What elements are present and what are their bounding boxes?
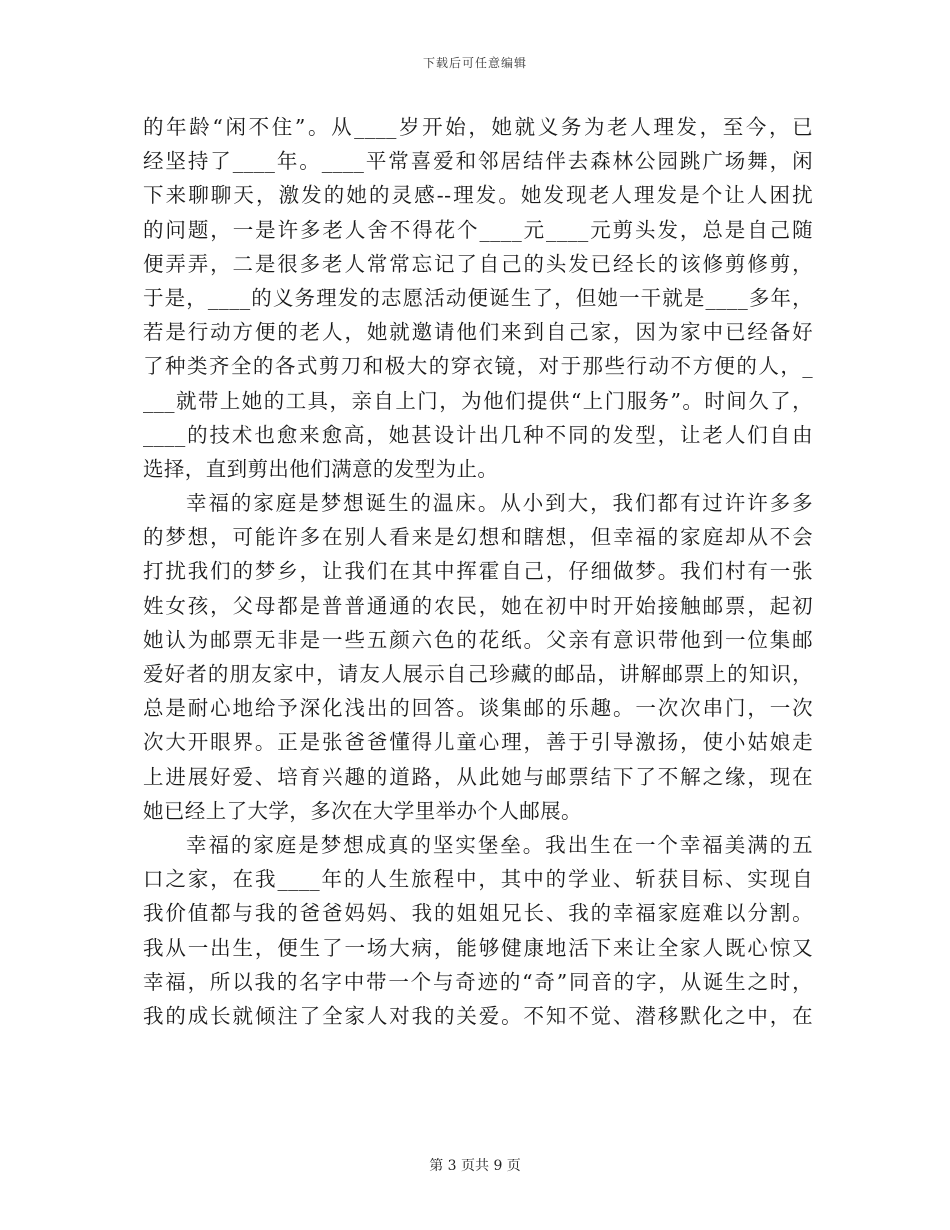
text-line: 我的成长就倾注了全家人对我的关爱。不知不觉、潜移默化之中，在 (143, 1003, 813, 1028)
text-line: 幸福的家庭是梦想成真的坚实堡垒。我出生在一个幸福美满的五 (186, 832, 813, 857)
text-line: 便弄弄，二是很多老人常常忘记了自己的头发已经长的该修剪修剪， (143, 251, 813, 276)
text-line: 我从一出生，便生了一场大病，能够健康地活下来让全家人既心惊又 (143, 935, 813, 960)
text-line: 下来聊聊天，激发的她的灵感--理发。她发现老人理发是个让人困扰 (143, 183, 813, 208)
text-line: 幸福的家庭是梦想诞生的温床。从小到大，我们都有过许许多多 (186, 491, 813, 516)
paragraph-2 (143, 486, 813, 828)
text-line: 经坚持了____年。____平常喜爱和邻居结伴去森林公园跳广场舞，闲 (143, 149, 813, 174)
paragraph-3 (143, 828, 813, 1033)
text-line: 了种类齐全的各式剪刀和极大的穿衣镜，对于那些行动不方便的人，_ (143, 354, 813, 379)
text-line: 总是耐心地给予深化浅出的回答。谈集邮的乐趣。一次次串门，一次 (143, 696, 813, 721)
page-number-footer: 第 3 页共 9 页 (429, 1158, 521, 1174)
text-line: 选择，直到剪出他们满意的发型为止。 (143, 456, 499, 481)
text-line: 打扰我们的梦乡，让我们在其中挥霍自己，仔细做梦。我们村有一张 (143, 559, 813, 584)
text-line: 于是，____的义务理发的志愿活动便诞生了，但她一干就是____多年， (143, 285, 813, 310)
text-line: 她已经上了大学，多次在大学里举办个人邮展。 (143, 798, 582, 823)
document-body (143, 110, 813, 1033)
text-line: 口之家，在我____年的人生旅程中，其中的学业、斩获目标、实现自 (143, 867, 813, 892)
text-line: 的梦想，可能许多在别人看来是幻想和瞎想，但幸福的家庭却从不会 (143, 525, 813, 550)
text-line: 次大开眼界。正是张爸爸懂得儿童心理，善于引导激扬，使小姑娘走 (143, 730, 813, 755)
text-line: 我价值都与我的爸爸妈妈、我的姐姐兄长、我的幸福家庭难以分割。 (143, 901, 813, 926)
text-line: 爱好者的朋友家中，请友人展示自己珍藏的邮品，讲解邮票上的知识， (143, 662, 813, 686)
text-line: 她认为邮票无非是一些五颜六色的花纸。父亲有意识带他到一位集邮 (143, 627, 813, 652)
text-line: 上进展好爱、培育兴趣的道路，从此她与邮票结下了不解之缘，现在 (143, 764, 813, 789)
text-line: ____的技术也愈来愈高，她甚设计出几种不同的发型，让老人们自由 (143, 422, 813, 447)
paragraph-1 (143, 110, 813, 486)
text-line: 的问题，一是许多老人舍不得花个____元____元剪头发，总是自己随 (143, 217, 813, 242)
text-line: ___就带上她的工具，亲自上门，为他们提供“上门服务”。时间久了， (143, 388, 813, 413)
text-line: 若是行动方便的老人，她就邀请他们来到自己家，因为家中已经备好 (143, 320, 813, 345)
page-header: 下载后可任意编辑 (422, 56, 527, 70)
text-line: 的年龄“闲不住”。从____岁开始，她就义务为老人理发，至今，已 (143, 115, 813, 139)
text-line: 幸福，所以我的名字中带一个与奇迹的“奇”同音的字，从诞生之时， (143, 969, 813, 994)
text-line: 姓女孩，父母都是普普通通的农民，她在初中时开始接触邮票，起初 (143, 593, 813, 618)
